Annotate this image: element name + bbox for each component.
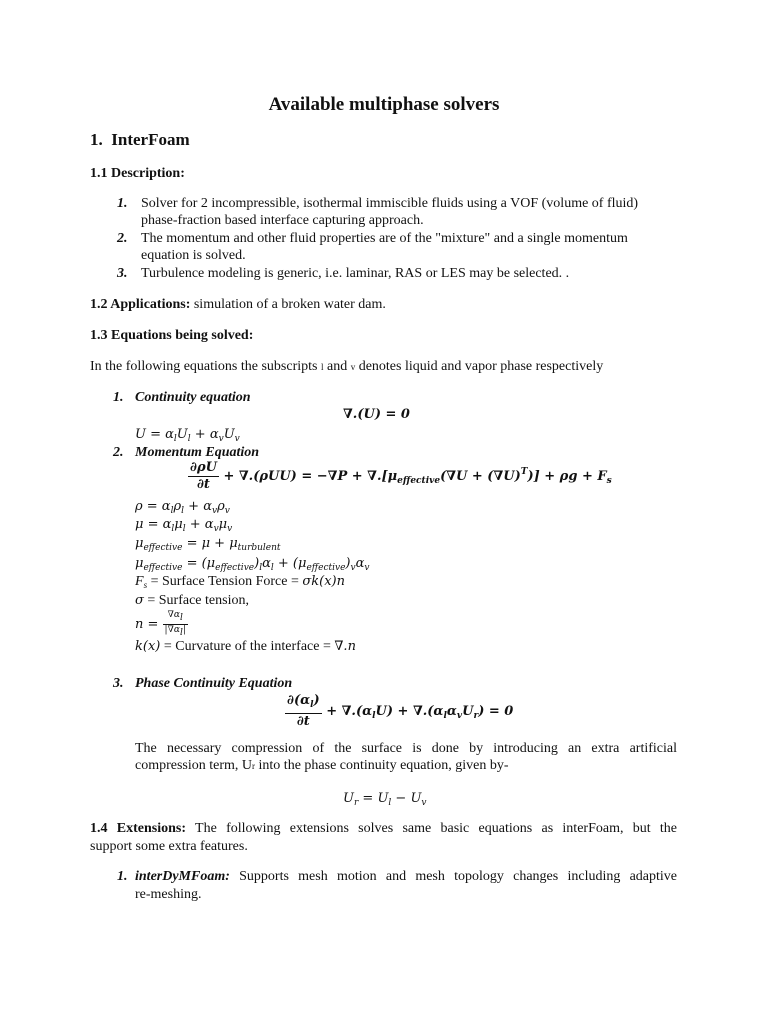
equation-phase-continuity: $\frac{\partial(\alpha_l)}{\partial t}$ + $\nabla.(\alpha_lU) + \nabla.(\alpha_l\alpha_vU_r) = 0$ [287,693,514,729]
sigma-label: = Surface tension, [147,593,249,608]
extensions-paragraph-line1 [90,820,677,838]
equation-mu-effective: $\mu_{effective} = \mu + \mu_{turbulent}$ [135,536,281,553]
extensions-text: The following extensions solves same basic equations as interFoam, but the [195,821,678,836]
continuity-label: Continuity equation [135,390,251,405]
intro-text: In the following equations the subscripts [90,359,318,374]
compression-paragraph-line2 [135,757,509,775]
list-item-number: 1. [113,390,124,405]
applications-text: simulation of a broken water dam. [193,297,386,312]
list-item-text: Solver for 2 incompressible, isothermal immiscible fluids using a VOF (volume of fluid) [141,196,639,211]
section-heading-interfoam [90,130,190,150]
extensions-heading: 1.4 Extensions: [90,821,187,836]
page-title: Available multiphase solvers [268,94,500,115]
intro-text: and [326,359,348,374]
compression-paragraph-line1: The necessary compression of the surface is done by introducing an extra artificial [135,741,677,756]
subscript-v: v [350,362,356,372]
fraction-drhoU-dt: $\frac{\partial\rho U}{\partial t}$ [190,460,217,492]
list-item-text: Turbulence modeling is generic, i.e. laminar, RAS or LES may be selected. . [141,266,570,281]
phase-continuity-label: Phase Continuity Equation [135,676,293,691]
equation-surface-tension-force: $F_s$ = Surface Tension Force = σk(x)n [135,574,345,590]
extension-name: interDyMFoam: [135,869,230,884]
equation-viscosity-mixture: $\mu = \alpha_l\mu_l + \alpha_v\mu_v$ [135,517,233,534]
list-item-number: 3. [117,266,128,281]
equations-intro [90,358,603,376]
kx-label: = Curvature of the interface = [163,639,331,654]
compression-text: into the phase continuity equation, given by- [258,758,509,773]
equation-velocity-mixture: $U = \alpha_lU_l + \alpha_vU_v$ [135,427,240,444]
list-item-number: 2. [117,231,128,246]
compression-text: compression term, U [135,758,253,773]
description-heading: 1.1 Description: [90,166,185,181]
equation-normal: n = $\frac{\nabla\alpha l}{|\nabla\alpha l|}$ [135,610,186,638]
subscript-l: l [320,362,324,372]
extension-text: Supports mesh motion and mesh topology changes including adaptive [239,869,678,884]
fraction-dalpha-dt: $\frac{\partial(\alpha_l)}{\partial t}$ [287,693,320,729]
intro-text: denotes liquid and vapor phase respectively [358,359,604,374]
applications-heading: 1.2 Applications: [90,297,191,312]
applications-paragraph [90,296,386,314]
equation-momentum: $\frac{\partial\rho U}{\partial t}$ + $\nabla.(\rho UU) = -\nabla P + \nabla.[\mu_{effective}(\nabla U + (\nabla U)^T)] + \rho g + F_s$ [190,460,612,492]
equation-mu-effective-phase: $\mu_{effective} = (\mu_{effective})_l\alpha_l + (\mu_{effective})_v\alpha_v$ [135,556,370,573]
subscript-r: r [252,761,256,771]
list-item-number: 2. [113,445,124,460]
equation-sigma: σ = Surface tension, [135,593,249,608]
list-item-text: equation is solved. [141,248,246,263]
fraction-grad-alpha: $\frac{\nabla\alpha l}{|\nabla\alpha l|}$ [164,610,186,638]
list-item-number: 1. [117,196,128,211]
list-item-text: The momentum and other fluid properties are of the "mixture" and a single momentum [141,231,628,246]
extension-item-line1 [135,868,677,886]
equations-heading: 1.3 Equations being solved: [90,328,254,343]
momentum-label: Momentum Equation [135,445,260,460]
section-number: 1. [90,130,103,149]
equation-density-mixture: $\rho = \alpha_l\rho_l + \alpha_v\rho_v$ [135,499,230,516]
equation-relative-velocity: $U_r = U_l - U_v$ [343,791,427,808]
list-item-number: 3. [113,676,124,691]
list-item-number: 1. [117,869,128,884]
equation-curvature: k(x) = Curvature of the interface = ∇.n [135,639,356,654]
equation-continuity: ∇.(U) = 0 [343,407,410,422]
extension-item-line2: re-meshing. [135,887,202,902]
extensions-paragraph-line2: support some extra features. [90,839,248,854]
fs-label: = Surface Tension Force = [150,574,299,589]
list-item-text: phase-fraction based interface capturing approach. [141,213,424,228]
section-name: InterFoam [111,130,190,149]
